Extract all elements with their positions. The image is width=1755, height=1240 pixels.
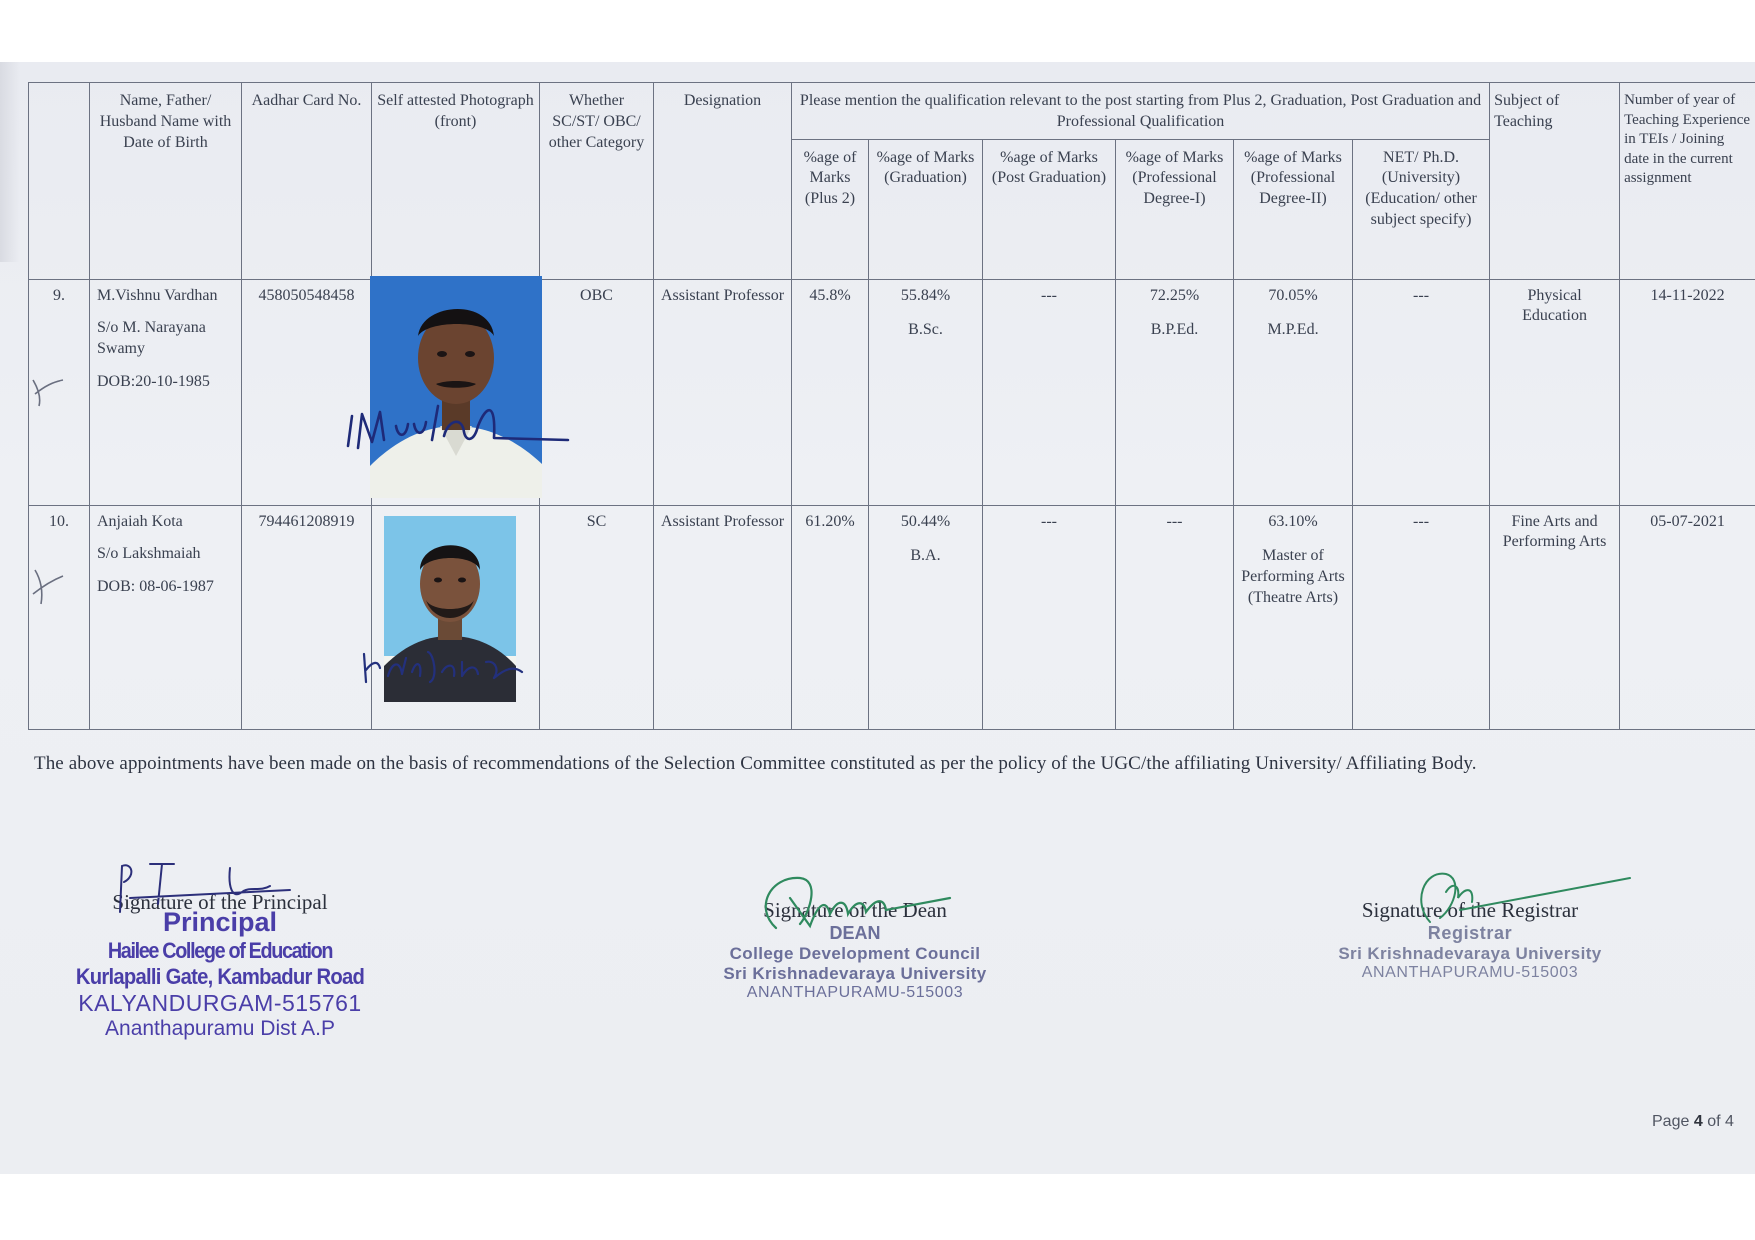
prof1-degree: B.P.Ed. (1150, 321, 1199, 339)
prof1-cell (1116, 279, 1234, 505)
designation-value: Assistant Professor (654, 505, 792, 729)
header-qualification-group: Please mention the qualification relevant to the post starting from Plus 2, Graduation, Post Graduation and Professional Qualification (792, 83, 1490, 140)
dean-stamp-council: College Development Council (729, 944, 981, 963)
principal-stamp (60, 907, 380, 1041)
prof2-degree: Master of Performing Arts (Theatre Arts) (1241, 547, 1345, 606)
row-sl-cell (29, 279, 90, 505)
page-current: 4 (1693, 1113, 1703, 1130)
person-dob: DOB: 08-06-1987 (97, 578, 214, 596)
header-prof2: %age of Marks (Professional Degree-II) (1234, 139, 1353, 279)
page-number (1652, 1113, 1734, 1131)
header-post-graduation: %age of Marks (Post Graduation) (983, 139, 1116, 279)
person-dob: DOB:20-10-1985 (97, 372, 210, 390)
dean-signature-caption: Signature of the Dean (763, 898, 947, 922)
paper-fold-shadow (0, 62, 20, 262)
page-separator: of (1707, 1113, 1721, 1130)
row-sl: 10. (49, 512, 69, 530)
person-relation: S/o Lakshmaiah (97, 545, 201, 563)
header-subject: Subject of Teaching (1490, 83, 1620, 280)
appointments-table (28, 82, 1755, 730)
footnote-text: The above appointments have been made on the basis of recommendations of the Selection Committee constituted as per the policy of the UGC/the affiliating University/ Affiliating Body. (34, 753, 1477, 774)
row-sl: 9. (53, 286, 65, 304)
prof2-value: 63.10% (1268, 512, 1318, 530)
prof1-value: 72.25% (1149, 286, 1200, 304)
registrar-stamp (1290, 923, 1650, 982)
header-photo: Self attested Photograph (front) (372, 83, 540, 280)
subject-value: Physical Education (1490, 279, 1620, 505)
dean-signature-block (690, 898, 1020, 1002)
graduation-value: 50.44% (900, 512, 951, 530)
tick-mark-icon (29, 564, 69, 608)
graduation-degree: B.Sc. (908, 321, 943, 339)
principal-stamp-address: Kurlapalli Gate, Kambadur Road (75, 964, 365, 989)
row-name-cell (90, 279, 242, 505)
header-experience: Number of year of Teaching Experience in TEIs / Joining date in the current assignment (1620, 83, 1755, 280)
header-category: Whether SC/ST/ OBC/ other Category (540, 83, 654, 280)
registrar-signature-caption: Signature of the Registrar (1361, 898, 1579, 922)
prof2-cell (1234, 279, 1353, 505)
designation-value: Assistant Professor (654, 279, 792, 505)
graduation-value: 55.84% (900, 286, 951, 304)
person-name: Anjaiah Kota (97, 512, 183, 530)
prof2-degree: M.P.Ed. (1267, 321, 1319, 339)
principal-signature-block (60, 890, 380, 1041)
person-relation: S/o M. Narayana Swamy (97, 319, 206, 358)
dean-stamp-city: ANANTHAPURAMU-515003 (746, 984, 964, 1001)
photo-cell (372, 505, 540, 729)
subject-value: Fine Arts and Performing Arts (1490, 505, 1620, 729)
principal-stamp-college: Hailee College of Education (107, 938, 333, 963)
header-graduation: %age of Marks (Graduation) (869, 139, 983, 279)
header-prof1: %age of Marks (Professional Degree-I) (1116, 139, 1234, 279)
dean-stamp-university: Sri Krishnadevaraya University (723, 964, 987, 983)
joining-date: 14-11-2022 (1620, 279, 1755, 505)
page-total: 4 (1724, 1113, 1734, 1130)
header-net-phd: NET/ Ph.D. (University) (Education/ other subject specify) (1353, 139, 1490, 279)
joining-date: 05-07-2021 (1620, 505, 1755, 729)
prof2-value: 70.05% (1268, 286, 1318, 304)
row-sl-cell (29, 505, 90, 729)
category-value: SC (540, 505, 654, 729)
dean-stamp (690, 923, 1020, 1002)
registrar-stamp-title: Registrar (1427, 923, 1513, 943)
post-graduation-value: --- (983, 505, 1116, 729)
principal-signature-caption: Signature of the Principal (112, 890, 328, 914)
registrar-stamp-university: Sri Krishnadevaraya University (1338, 944, 1602, 963)
registrar-stamp-city: ANANTHAPURAMU-515003 (1361, 964, 1579, 981)
prof2-cell (1234, 505, 1353, 729)
net-phd-value: --- (1353, 505, 1490, 729)
aadhar-number: 794461208919 (242, 505, 372, 729)
graduation-cell (869, 505, 983, 729)
graduation-cell (869, 279, 983, 505)
photo-cell (372, 279, 540, 505)
dean-stamp-title: DEAN (829, 923, 881, 943)
header-name: Name, Father/ Husband Name with Date of Birth (90, 83, 242, 280)
post-graduation-value: --- (983, 279, 1116, 505)
prof1-value: --- (1116, 505, 1234, 729)
category-value: OBC (540, 279, 654, 505)
table-row (29, 279, 1755, 505)
graduation-degree: B.A. (910, 547, 941, 565)
plus2-value: 61.20% (792, 505, 869, 729)
header-designation: Designation (654, 83, 792, 280)
person-photo (384, 516, 516, 702)
page-prefix: Page (1652, 1113, 1690, 1130)
header-plus2: %age of Marks (Plus 2) (792, 139, 869, 279)
registrar-signature-block (1290, 898, 1650, 982)
principal-stamp-district: Ananthapuramu Dist A.P (105, 1017, 335, 1040)
person-name: M.Vishnu Vardhan (97, 286, 218, 304)
table-row (29, 505, 1755, 729)
person-photo (370, 276, 542, 498)
net-phd-value: --- (1353, 279, 1490, 505)
principal-stamp-town: KALYANDURGAM-515761 (78, 990, 362, 1016)
principal-stamp-title: Principal (162, 907, 278, 937)
row-name-cell (90, 505, 242, 729)
header-sl (29, 83, 90, 280)
aadhar-number: 458050548458 (242, 279, 372, 505)
tick-mark-icon (29, 372, 69, 412)
plus2-value: 45.8% (792, 279, 869, 505)
header-aadhar: Aadhar Card No. (242, 83, 372, 280)
